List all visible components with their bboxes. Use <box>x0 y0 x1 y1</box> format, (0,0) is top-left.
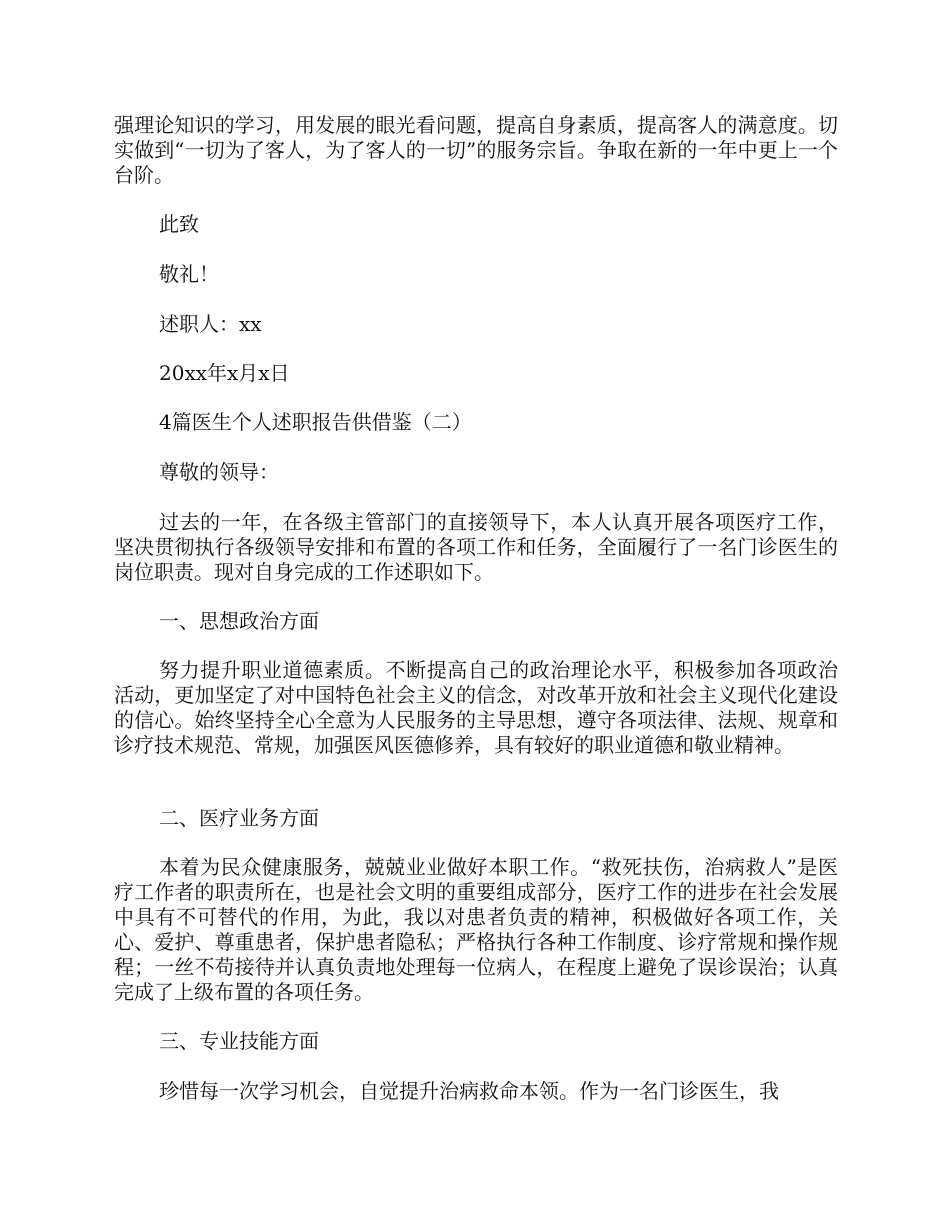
paragraph-closing-regards: 敬礼！ <box>159 262 219 286</box>
paragraph-political: 努力提升职业道德素质。不断提高自己的政治理论水平，积极参加各项政治活动，更加坚定了对中国特色社会主义的信念，对改革开放和社会主义现代化建设的信心。始终坚持全心全意为人民服务的主导思想，遵守各项法律、法规、规章和诊疗技术规范、常规，加强医风医德修养，具有较好的职业道德和敬业精神。 <box>114 658 838 757</box>
paragraph-continuation: 强理论知识的学习，用发展的眼光看问题，提高自身素质，提高客人的满意度。切实做到“一切为了客人，为了客人的一切”的服务宗旨。争取在新的一年中更上一个台阶。 <box>114 113 838 187</box>
heading-skills: 三、专业技能方面 <box>159 1029 319 1053</box>
heading-political: 一、思想政治方面 <box>159 609 319 633</box>
paragraph-closing-salutation: 此致 <box>159 212 199 236</box>
paragraph-intro: 过去的一年，在各级主管部门的直接领导下，本人认真开展各项医疗工作，坚决贯彻执行各级领导安排和布置的各项工作和任务，全面履行了一名门诊医生的岗位职责。现对自身完成的工作述职如下。 <box>114 510 838 584</box>
heading-medical: 二、医疗业务方面 <box>159 806 319 830</box>
paragraph-signatory: 述职人：xx <box>159 312 262 336</box>
paragraph-medical: 本着为民众健康服务，兢兢业业做好本职工作。“救死扶伤，治病救人”是医疗工作者的职责所在，也是社会文明的重要组成部分，医疗工作的进步在社会发展中具有不可替代的作用，为此，我以对患者负责的精神，积极做好各项工作，关心、爱护、尊重患者，保护患者隐私；严格执行各种工作制度、诊疗常规和操作规程；一丝不苟接待并认真负责地处理每一位病人，在程度上避免了误诊误治；认真完成了上级布置的各项任务。 <box>114 855 838 1004</box>
paragraph-greeting: 尊敬的领导： <box>159 460 279 484</box>
paragraph-skills: 珍惜每一次学习机会，自觉提升治病救命本领。作为一名门诊医生，我 <box>159 1079 779 1103</box>
paragraph-section-title: 4篇医生个人述职报告供借鉴（二） <box>159 410 472 434</box>
paragraph-date: 20xx年x月x日 <box>159 361 290 385</box>
